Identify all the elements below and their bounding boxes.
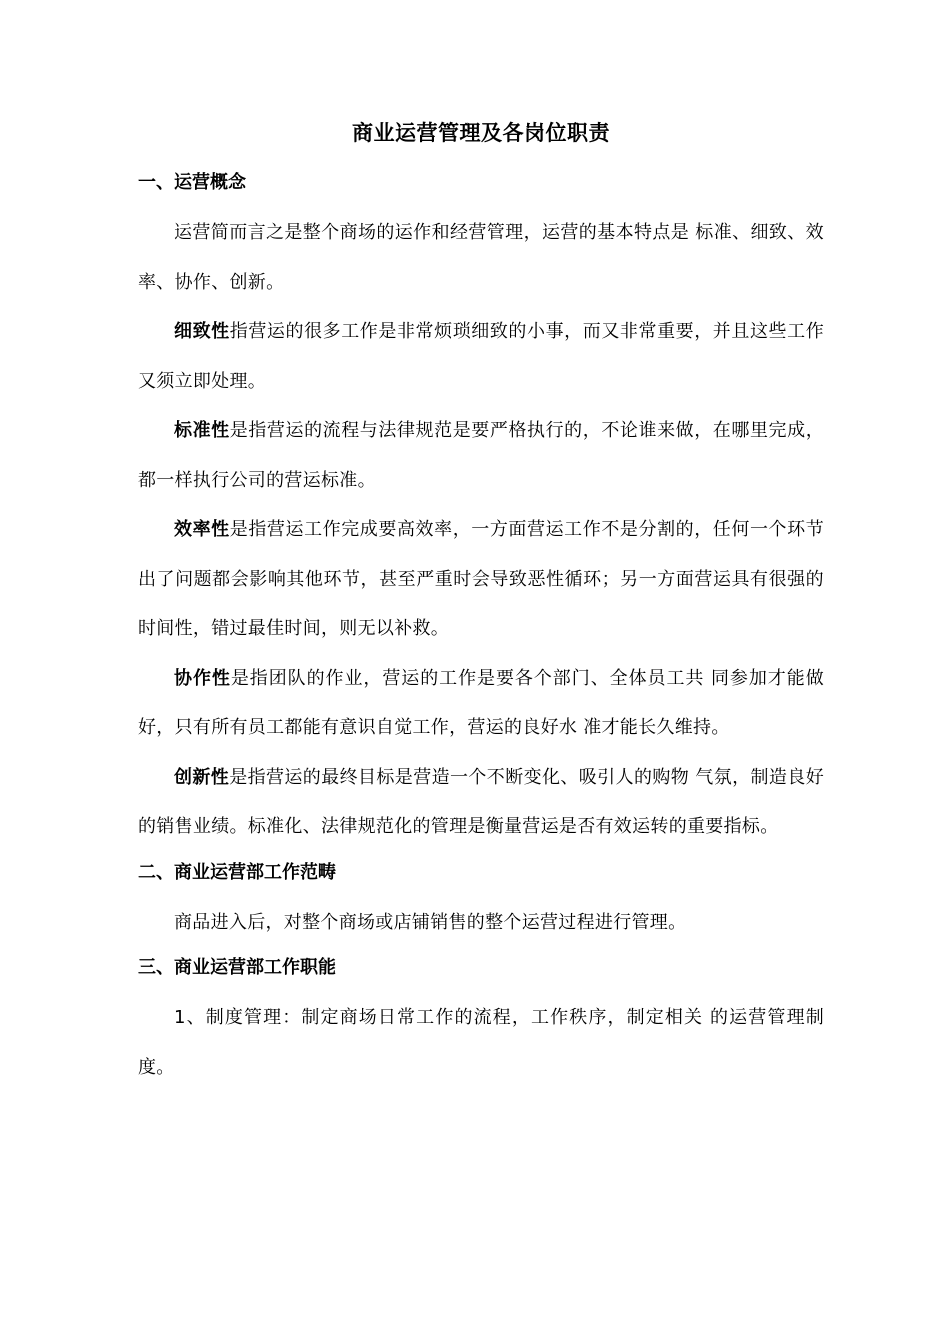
paragraph-detail <box>138 307 824 406</box>
term-efficiency-text: 是指营运工作完成要高效率，一方面营运工作不是分割的，任何一个环节出了问题都会影响其他环节，甚至严重时会导致恶性循环；另一方面营运具有很强的时间性，错过最佳时间，则无以补救。 <box>138 519 824 639</box>
paragraph-scope: 商品进入后，对整个商场或店铺销售的整个运营过程进行管理。 <box>174 911 687 933</box>
term-detail: 细致性 <box>174 321 230 342</box>
document-page <box>138 110 824 1092</box>
term-innovation: 创新性 <box>174 766 230 788</box>
term-innovation-text: 是指营运的最终目标是营造一个不断变化、吸引人的购物 气氛，制造良好的销售业绩。标准化、法律规范化的管理是衡量营运是否有效运转的重要指标。 <box>138 766 824 837</box>
term-standard: 标准性 <box>174 420 230 441</box>
term-detail-text: 指营运的很多工作是非常烦琐细致的小事，而又非常重要，并且这些工作又须立即处理。 <box>138 321 824 392</box>
document-title: 商业运营管理及各岗位职责 <box>352 121 610 145</box>
term-standard-text: 是指营运的流程与法律规范是要严格执行的，不论谁来做，在哪里完成，都一样执行公司的营运标准。 <box>138 420 824 491</box>
term-cooperation: 协作性 <box>174 667 231 689</box>
section-heading-functions: 三、商业运营部工作职能 <box>138 957 336 978</box>
paragraph-efficiency <box>138 505 824 654</box>
paragraph-standard <box>138 406 824 505</box>
paragraph-functions: 1、制度管理：制定商场日常工作的流程，工作秩序，制定相关 的运营管理制度。 <box>138 1007 824 1078</box>
section-heading-scope: 二、商业运营部工作范畴 <box>138 861 336 883</box>
section-heading-concept: 一、运营概念 <box>138 172 246 193</box>
paragraph-innovation <box>138 753 824 852</box>
paragraph-cooperation <box>138 654 824 753</box>
term-cooperation-text: 是指团队的作业，营运的工作是要各个部门、全体员工共 同参加才能做好，只有所有员工都能有意识自觉工作，营运的良好水 准才能长久维持。 <box>138 667 824 738</box>
paragraph-intro: 运营简而言之是整个商场的运作和经营管理，运营的基本特点是 标准、细致、效率、协作、创新。 <box>138 222 824 293</box>
term-efficiency: 效率性 <box>174 519 230 540</box>
